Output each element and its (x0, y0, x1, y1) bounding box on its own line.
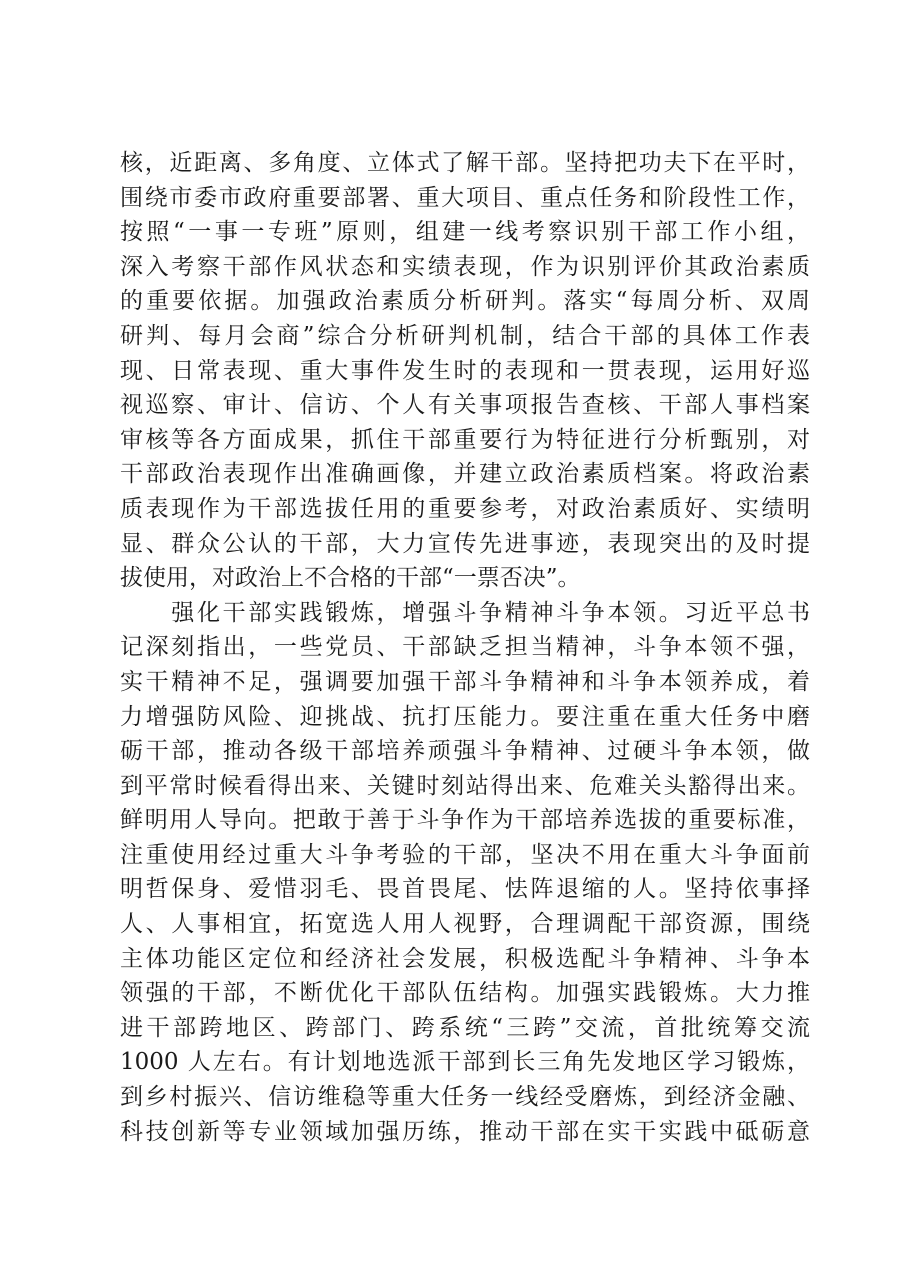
text-line: 按照“一事一专班”原则，组建一线考察识别干部工作小组， (120, 219, 810, 246)
text-line: 研判、每月会商”综合分析研判机制，结合干部的具体工作表 (120, 322, 810, 349)
text-line: 实干精神不足，强调要加强干部斗争精神和斗争本领养成，着 (120, 668, 810, 695)
text-line: 到乡村振兴、信访维稳等重大任务一线经受磨炼，到经济金融、 (120, 1084, 810, 1111)
text-line: 力增强防风险、迎挑战、抗打压能力。要注重在重大任务中磨 (120, 703, 810, 730)
text-line: 人、人事相宜，拓宽选人用人视野，合理调配干部资源，围绕 (120, 911, 810, 938)
text-line: 显、群众公认的干部，大力宣传先进事迹，表现突出的及时提 (120, 530, 810, 557)
text-line: 审核等各方面成果，抓住干部重要行为特征进行分析甄别，对 (120, 426, 810, 453)
text-line: 到平常时候看得出来、关键时刻站得出来、危难关头豁得出来。 (120, 772, 810, 799)
text-line: 质表现作为干部选拔任用的重要参考，对政治素质好、实绩明 (120, 495, 810, 522)
text-line: 干部政治表现作出准确画像，并建立政治素质档案。将政治素 (120, 461, 810, 488)
text-line: 领强的干部，不断优化干部队伍结构。加强实践锻炼。大力推 (120, 980, 810, 1007)
text-line: 记深刻指出，一些党员、干部缺乏担当精神，斗争本领不强， (120, 634, 810, 661)
text-line: 强化干部实践锻炼，增强斗争精神斗争本领。习近平总书 (120, 599, 810, 626)
text-line: 砺干部，推动各级干部培养顽强斗争精神、过硬斗争本领，做 (120, 738, 810, 765)
text-line: 围绕市委市政府重要部署、重大项目、重点任务和阶段性工作， (120, 184, 810, 211)
text-line: 明哲保身、爱惜羽毛、畏首畏尾、怯阵退缩的人。坚持依事择 (120, 876, 810, 903)
text-line: 进干部跨地区、跨部门、跨系统“三跨”交流，首批统筹交流 (120, 1014, 810, 1041)
text-line: 现、日常表现、重大事件发生时的表现和一贯表现，运用好巡 (120, 357, 810, 384)
document-body (120, 146, 810, 1149)
text-line: 的重要依据。加强政治素质分析研判。落实“每周分析、双周 (120, 288, 810, 315)
text-line: 深入考察干部作风状态和实绩表现，作为识别评价其政治素质 (120, 253, 810, 280)
text-line: 注重使用经过重大斗争考验的干部，坚决不用在重大斗争面前 (120, 841, 810, 868)
text-line: 科技创新等专业领域加强历练，推动干部在实干实践中砥砺意 (120, 1118, 810, 1145)
text-line: 拔使用，对政治上不合格的干部“一票否决”。 (120, 565, 581, 592)
text-line: 主体功能区定位和经济社会发展，积极选配斗争精神、斗争本 (120, 945, 810, 972)
text-line: 核，近距离、多角度、立体式了解干部。坚持把功夫下在平时， (120, 150, 810, 176)
text-line: 视巡察、审计、信访、个人有关事项报告查核、干部人事档案 (120, 392, 810, 419)
text-line: 鲜明用人导向。把敢于善于斗争作为干部培养选拔的重要标准， (120, 807, 810, 834)
text-line: 1000 人左右。有计划地选派干部到长三角先发地区学习锻炼， (120, 1049, 810, 1076)
